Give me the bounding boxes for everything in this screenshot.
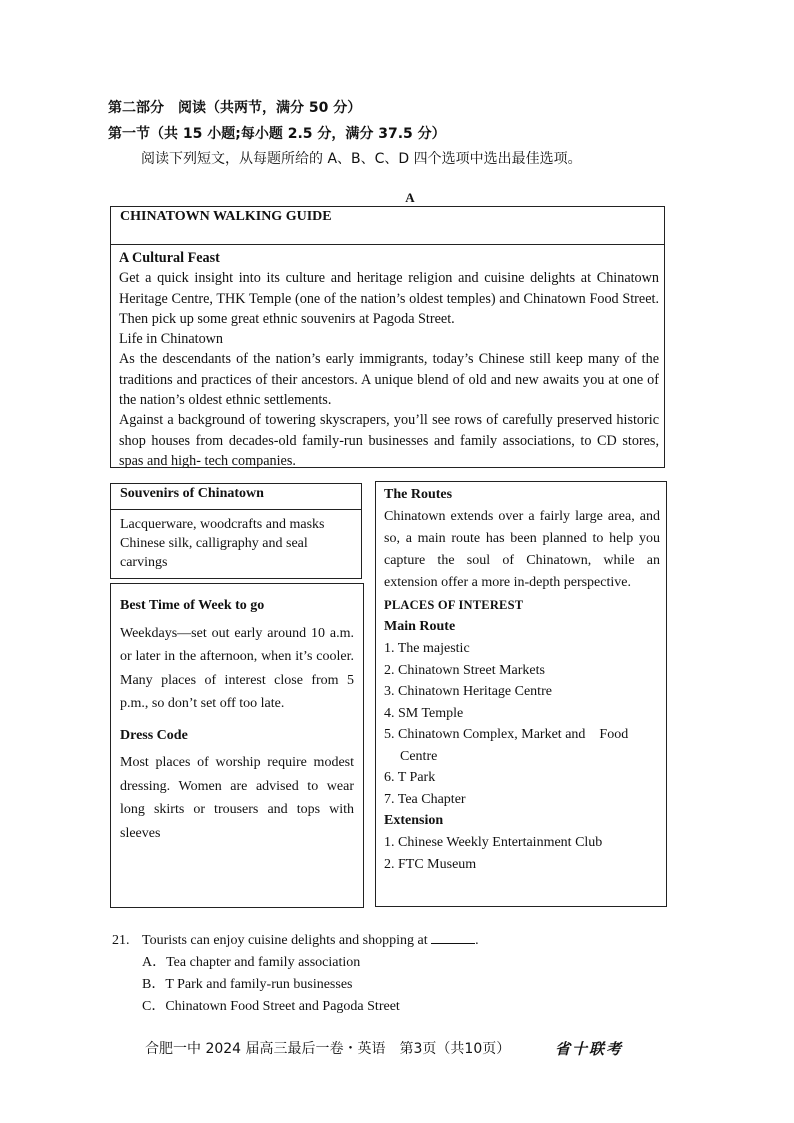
souvenirs-line-1: Lacquerware, woodcrafts and masks xyxy=(120,517,325,532)
question-stem-end: . xyxy=(475,933,479,948)
main-route-item: 6. T Park xyxy=(384,770,436,785)
question-stem: Tourists can enjoy cuisine delights and shopping at xyxy=(142,933,428,948)
extension-title: Extension xyxy=(384,813,444,828)
guide-body xyxy=(119,248,659,471)
feast-text: Get a quick insight into its culture and heritage religion and cuisine delights at Chinatown Heritage Centre, THK Temple (one of the nation’s oldest temples) and Chinatown Food Street. Then pick up some great ethnic souvenirs at Pagoda Street. xyxy=(119,270,659,327)
main-route-item: 7. Tea Chapter xyxy=(384,791,466,807)
main-route-item: 2. Chinatown Street Markets xyxy=(384,662,545,678)
main-route-item: 3. Chinatown Heritage Centre xyxy=(384,684,552,699)
extension-item: 2. FTC Museum xyxy=(384,856,477,872)
passage-label: A xyxy=(405,190,415,205)
option-c: C．Chinatown Food Street and Pagoda Street xyxy=(142,999,400,1014)
exam-mark: 省十联考 xyxy=(555,1040,624,1058)
walking-guide-box xyxy=(110,206,665,468)
question-number: 21. xyxy=(112,933,130,948)
main-route-title: Main Route xyxy=(384,619,456,634)
instruction: 阅读下列短文，从每题所给的 A、B、C、D 四个选项中选出最佳选项。 xyxy=(141,151,582,167)
main-route-item: 4. SM Temple xyxy=(384,705,464,721)
option-b: B．T Park and family-run businesses xyxy=(142,977,353,992)
main-route-item: 1. The majestic xyxy=(384,641,470,656)
routes-text: Chinatown extends over a fairly large area, and so, a main route has been planned to help you capture the soul of Chinatown, while an extension offer a more in-depth perspective. xyxy=(384,509,660,590)
main-route-item: 5. Chinatown Complex, Market and Food Centre xyxy=(384,727,629,764)
life-title: Life in Chinatown xyxy=(119,331,224,348)
option-a: A．Tea chapter and family association xyxy=(142,955,361,970)
feast-title: A Cultural Feast xyxy=(119,250,220,266)
page-footer: 合肥一中 2024 届高三最后一卷・英语 第3页（共10页） xyxy=(145,1041,511,1057)
best-time-text: Weekdays—set out early around 10 a.m. or later in the afternoon, when it’s cooler. Many places of interest close from 5 p.m., so don’t set off too late. xyxy=(120,625,354,711)
extension-item: 1. Chinese Weekly Entertainment Club xyxy=(384,835,603,850)
best-time-title: Best Time of Week to go xyxy=(120,598,265,613)
guide-title: CHINATOWN WALKING GUIDE xyxy=(111,207,664,245)
souvenirs-title: Souvenirs of Chinatown xyxy=(111,484,361,510)
dress-code-title: Dress Code xyxy=(120,727,188,743)
answer-blank xyxy=(431,931,475,944)
part-heading: 第二部分 阅读（共两节，满分 50 分） xyxy=(108,100,362,116)
places-of-interest-title: PLACES OF INTEREST xyxy=(384,598,524,612)
souvenirs-line-2: Chinese silk, calligraphy and seal carvings xyxy=(120,536,308,570)
life-text-1: As the descendants of the nation’s early immigrants, today’s Chinese still keep many of the traditions and practices of their ancestors. A unique blend of old and new awaits you at one of the nation’s oldest ethnic settlements. xyxy=(119,351,659,409)
routes-title: The Routes xyxy=(384,487,453,502)
life-text-2: Against a background of towering skyscrapers, you’ll see rows of carefully preserved historic shop houses from decades-old family-run businesses and family associations, to CD stores, spas and high- tech companies. xyxy=(119,412,659,469)
question-21 xyxy=(112,930,672,1018)
dress-code-text: Most places of worship require modest dressing. Women are advised to wear long skirts or trousers and tops with sleeves xyxy=(120,755,354,841)
section-heading: 第一节（共 15 小题;每小题 2.5 分，满分 37.5 分） xyxy=(108,126,446,142)
souvenirs-box xyxy=(110,483,362,579)
best-time-box xyxy=(110,583,364,908)
routes-box xyxy=(375,481,667,907)
